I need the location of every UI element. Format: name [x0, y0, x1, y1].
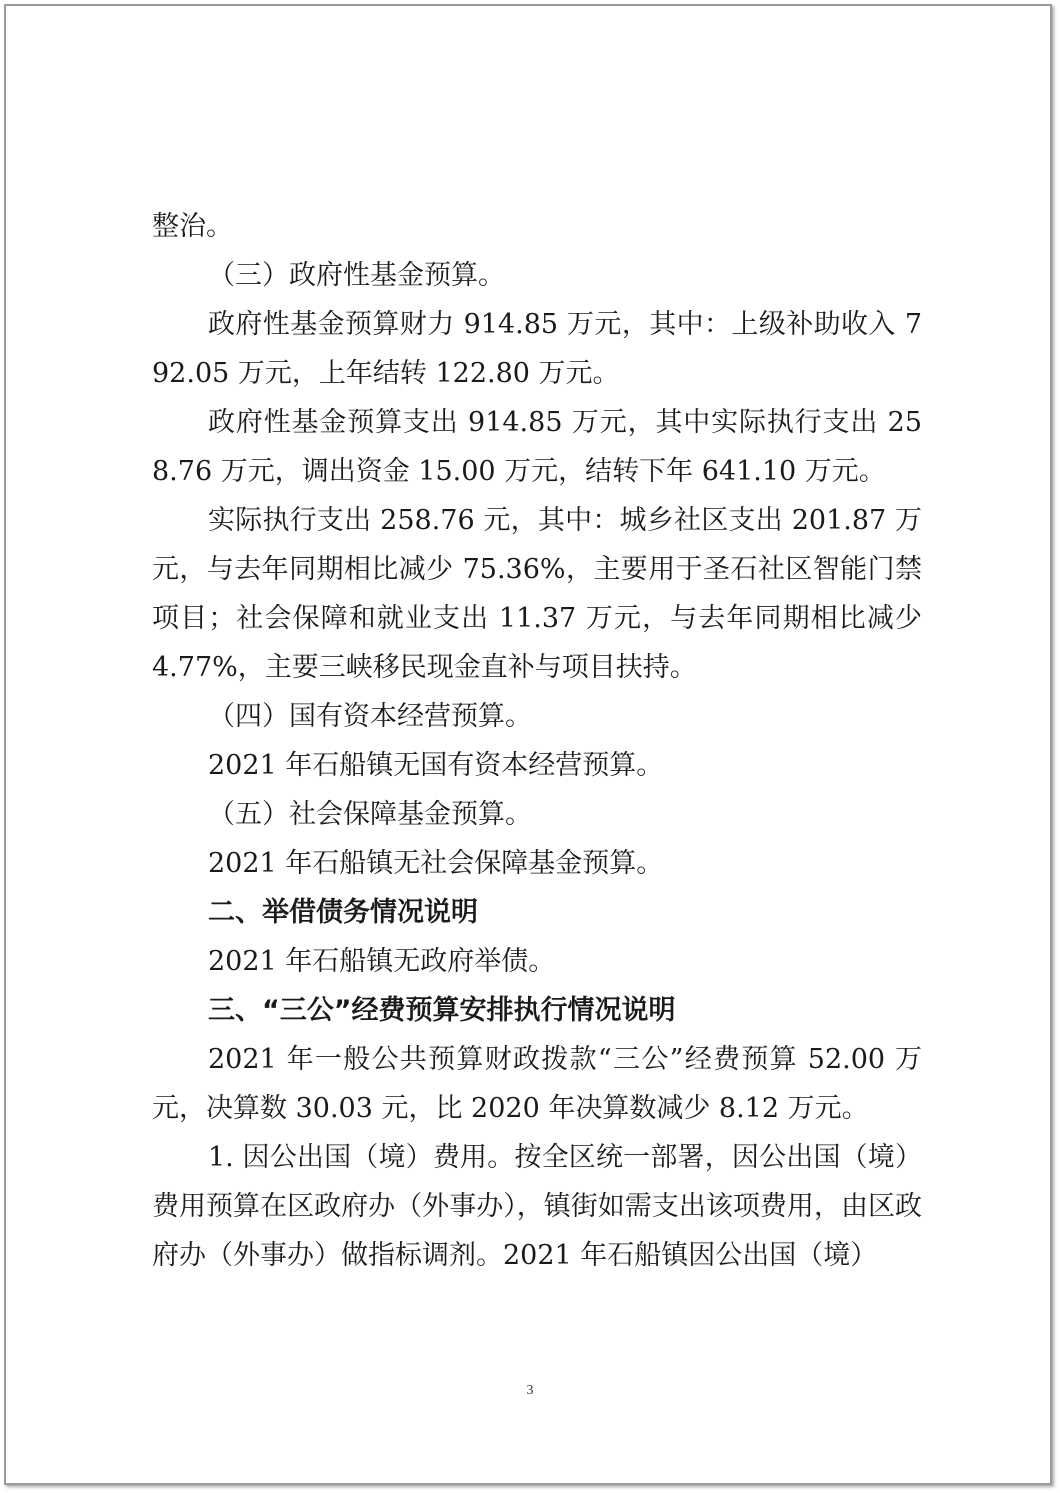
document-page: [4, 4, 1052, 1485]
paragraph-overseas-travel: 1. 因公出国（境）费用。按全区统一部署，因公出国（境）费用预算在区政府办（外事办），镇街如需支出该项费用，由区政府办（外事办）做指标调剂。2021 年石船镇因公出国（境）: [152, 1142, 922, 1271]
section-heading-three-public: 三、“三公”经费预算安排执行情况说明: [208, 995, 676, 1026]
paragraph-actual-expenditure: 实际执行支出 258.76 元，其中：城乡社区支出 201.87 万元，与去年同期相比减少 75.36%，主要用于圣石社区智能门禁项目；社会保障和就业支出 11.37 万元，与去年同期相比减少 4.77%，主要三峡移民现金直补与项目扶持。: [152, 505, 922, 683]
paragraph-debt: 2021 年石船镇无政府举债。: [208, 946, 556, 977]
page-number: 3: [526, 1383, 534, 1398]
paragraph-state-capital: 2021 年石船镇无国有资本经营预算。: [208, 750, 664, 781]
section-heading-government-fund: （三）政府性基金预算。: [208, 260, 505, 291]
section-heading-social-security: （五）社会保障基金预算。: [208, 799, 532, 830]
paragraph-three-public-budget: 2021 年一般公共预算财政拨款“三公”经费预算 52.00 万元，决算数 30.03 元，比 2020 年决算数减少 8.12 万元。: [152, 1044, 922, 1124]
section-heading-debt: 二、举借债务情况说明: [208, 897, 478, 928]
document-body: [152, 202, 922, 1280]
paragraph-fund-revenue: 政府性基金预算财力 914.85 万元，其中：上级补助收入 792.05 万元，上年结转 122.80 万元。: [152, 309, 922, 389]
paragraph-p1: 整治。: [152, 211, 233, 242]
paragraph-social-security: 2021 年石船镇无社会保障基金预算。: [208, 848, 664, 879]
section-heading-state-capital: （四）国有资本经营预算。: [208, 701, 532, 732]
paragraph-fund-expenditure: 政府性基金预算支出 914.85 万元，其中实际执行支出 258.76 万元，调出资金 15.00 万元，结转下年 641.10 万元。: [152, 407, 922, 487]
